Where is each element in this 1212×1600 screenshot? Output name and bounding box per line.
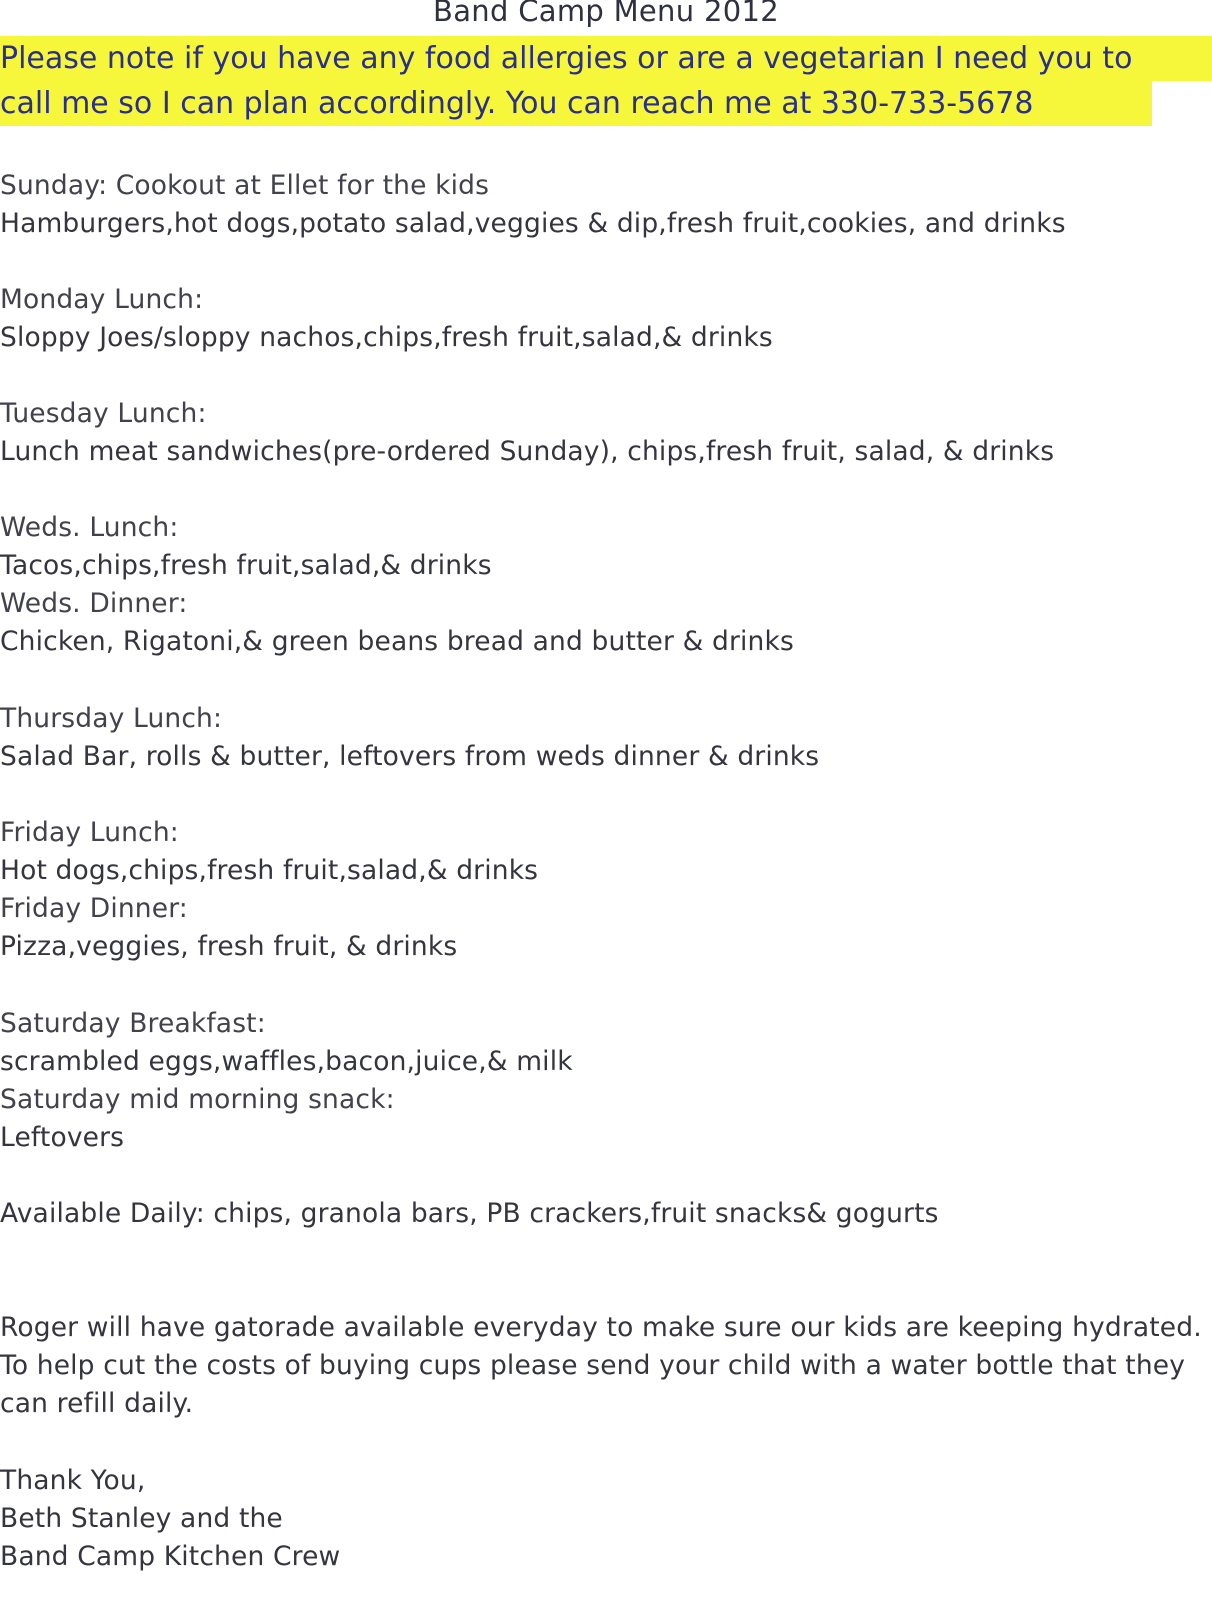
allergy-notice bbox=[0, 36, 1212, 126]
page-title: Band Camp Menu 2012 bbox=[433, 0, 779, 28]
friday-lunch-heading: Friday Lunch: bbox=[0, 817, 179, 848]
allergy-notice-line-1: Please note if you have any food allergies or are a vegetarian I need you to bbox=[0, 36, 1212, 81]
thursday-menu: Salad Bar, rolls & butter, leftovers from weds dinner & drinks bbox=[0, 741, 820, 772]
signature-crew: Band Camp Kitchen Crew bbox=[0, 1541, 341, 1572]
thursday-heading: Thursday Lunch: bbox=[0, 703, 223, 734]
saturday-breakfast-menu: scrambled eggs,waffles,bacon,juice,& milk bbox=[0, 1046, 573, 1077]
weds-dinner-heading: Weds. Dinner: bbox=[0, 588, 188, 619]
monday-heading: Monday Lunch: bbox=[0, 284, 204, 315]
saturday-snack-heading: Saturday mid morning snack: bbox=[0, 1084, 395, 1115]
hydration-line-1: Roger will have gatorade available everyday to make sure our kids are keeping hydrated. bbox=[0, 1312, 1202, 1343]
hydration-line-2: To help cut the costs of buying cups please send your child with a water bottle that they bbox=[0, 1350, 1186, 1381]
weds-dinner-menu: Chicken, Rigatoni,& green beans bread and butter & drinks bbox=[0, 626, 794, 657]
weds-lunch-menu: Tacos,chips,fresh fruit,salad,& drinks bbox=[0, 550, 492, 581]
saturday-breakfast-heading: Saturday Breakfast: bbox=[0, 1008, 266, 1039]
friday-dinner-menu: Pizza,veggies, fresh fruit, & drinks bbox=[0, 931, 458, 962]
tuesday-heading: Tuesday Lunch: bbox=[0, 398, 207, 429]
hydration-line-3: can refill daily. bbox=[0, 1388, 194, 1419]
signature-thanks: Thank You, bbox=[0, 1465, 146, 1496]
sunday-heading: Sunday: Cookout at Ellet for the kids bbox=[0, 170, 490, 201]
signature-name: Beth Stanley and the bbox=[0, 1503, 283, 1534]
monday-menu: Sloppy Joes/sloppy nachos,chips,fresh fruit,salad,& drinks bbox=[0, 322, 773, 353]
friday-lunch-menu: Hot dogs,chips,fresh fruit,salad,& drinks bbox=[0, 855, 539, 886]
allergy-notice-line-2: call me so I can plan accordingly. You can reach me at 330-733-5678 bbox=[0, 81, 1152, 126]
saturday-snack-menu: Leftovers bbox=[0, 1122, 125, 1153]
available-daily: Available Daily: chips, granola bars, PB crackers,fruit snacks& gogurts bbox=[0, 1198, 939, 1229]
friday-dinner-heading: Friday Dinner: bbox=[0, 893, 188, 924]
weds-lunch-heading: Weds. Lunch: bbox=[0, 512, 179, 543]
tuesday-menu: Lunch meat sandwiches(pre-ordered Sunday), chips,fresh fruit, salad, & drinks bbox=[0, 436, 1055, 467]
sunday-menu: Hamburgers,hot dogs,potato salad,veggies & dip,fresh fruit,cookies, and drinks bbox=[0, 208, 1066, 239]
